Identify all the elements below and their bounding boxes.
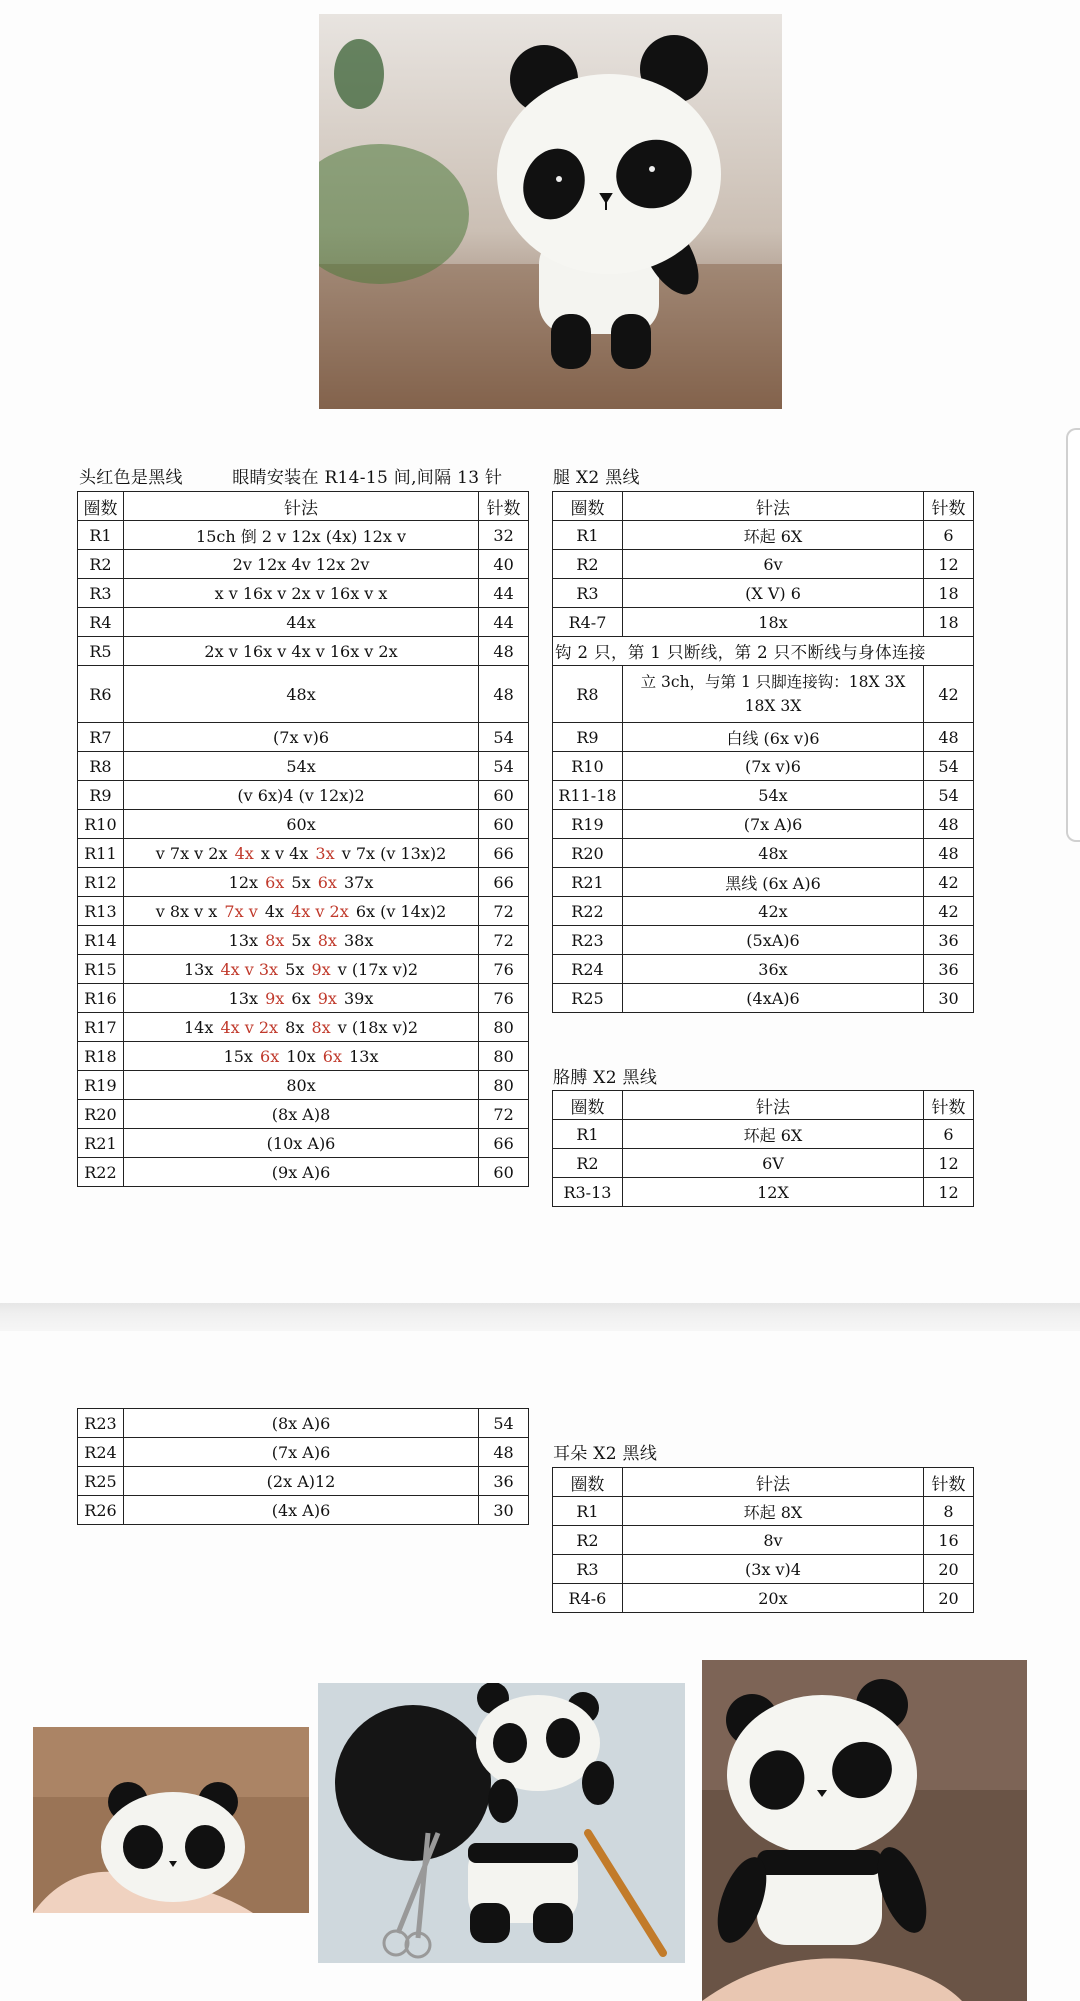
column-count: 针数 <box>924 1091 974 1120</box>
table-row <box>553 926 974 955</box>
table-row <box>553 1120 974 1149</box>
count-cell: 12 <box>924 550 974 579</box>
highlighted-stitch: 6x <box>260 1046 280 1066</box>
table-row <box>553 723 974 752</box>
stitch-text: 2v 12x 4v 12x 2v <box>232 554 370 574</box>
stitch-cell: (8x A)6 <box>123 1409 478 1438</box>
count-cell: 40 <box>479 550 529 579</box>
round-cell: R2 <box>78 550 124 579</box>
count-cell: 30 <box>479 1496 529 1525</box>
count-cell: 54 <box>924 781 974 810</box>
table-row <box>553 781 974 810</box>
count-cell: 42 <box>924 897 974 926</box>
count-cell: 80 <box>479 1042 529 1071</box>
round-cell: R7 <box>78 723 124 752</box>
table-row <box>553 955 974 984</box>
column-count: 针数 <box>924 1468 974 1497</box>
stitch-text: 4x <box>259 901 290 921</box>
stitch-text: v 8x v x <box>155 901 223 921</box>
round-cell: R21 <box>553 868 623 897</box>
table-row <box>553 521 974 550</box>
table-header-row <box>553 492 974 521</box>
table-row <box>553 1149 974 1178</box>
count-cell: 48 <box>924 810 974 839</box>
stitch-cell: 42x <box>622 897 923 926</box>
round-cell: R15 <box>78 955 124 984</box>
stitch-text: 37x <box>338 872 374 892</box>
count-cell: 60 <box>479 810 529 839</box>
highlighted-stitch: 4x v 2x <box>291 901 349 921</box>
table-row <box>78 1158 529 1187</box>
highlighted-stitch: 8x <box>317 930 337 950</box>
table-row <box>78 868 529 897</box>
count-cell: 30 <box>924 984 974 1013</box>
table-row <box>78 752 529 781</box>
highlighted-stitch: 3x <box>315 843 335 863</box>
ear-pattern-table <box>552 1467 974 1613</box>
stitch-cell: (X V) 6 <box>622 579 923 608</box>
stitch-text: 13x <box>183 959 219 979</box>
stitch-cell: 12X <box>622 1178 923 1207</box>
count-cell: 48 <box>479 1438 529 1467</box>
stitch-cell: 8v <box>622 1526 923 1555</box>
stitch-cell <box>123 666 478 723</box>
stitch-cell <box>123 781 478 810</box>
round-cell: R3-13 <box>553 1178 623 1207</box>
stitch-cell: 环起 6X <box>622 1120 923 1149</box>
table-row <box>553 666 974 723</box>
table-row <box>553 1497 974 1526</box>
round-cell: R24 <box>78 1438 124 1467</box>
column-stitch: 针法 <box>622 1468 923 1497</box>
stitch-cell: 6V <box>622 1149 923 1178</box>
round-cell: R1 <box>553 1120 623 1149</box>
table-row <box>553 984 974 1013</box>
count-cell: 80 <box>479 1071 529 1100</box>
stitch-cell: 54x <box>622 781 923 810</box>
panda-held-photo <box>702 1660 1027 2001</box>
round-cell: R2 <box>553 1526 623 1555</box>
count-cell: 54 <box>479 723 529 752</box>
count-cell: 12 <box>924 1149 974 1178</box>
stitch-text: (8x A)8 <box>271 1104 331 1124</box>
count-cell: 18 <box>924 579 974 608</box>
table-row <box>78 1438 529 1467</box>
stitch-text: 80x <box>286 1075 316 1095</box>
stitch-text: 60x <box>286 814 316 834</box>
eye-placement-note: 眼睛安装在 R14-15 间,间隔 13 针 <box>232 468 503 488</box>
table-row <box>78 1013 529 1042</box>
stitch-text: 5x <box>286 930 316 950</box>
head-pattern-table <box>77 491 529 1187</box>
table-row <box>553 810 974 839</box>
stitch-text: 13x <box>344 1046 379 1066</box>
leg-pattern-table <box>552 491 974 1013</box>
stitch-text: 2x v 16x v 4x v 16x v 2x <box>204 641 398 661</box>
stitch-cell: (2x A)12 <box>123 1467 478 1496</box>
table-header-row <box>78 492 529 521</box>
count-cell: 36 <box>479 1467 529 1496</box>
stitch-text: v (17x v)2 <box>332 959 419 979</box>
stitch-cell <box>123 897 478 926</box>
table-row <box>78 1100 529 1129</box>
stitch-text: 5x <box>286 872 316 892</box>
stitch-cell <box>123 839 478 868</box>
stitch-cell <box>123 810 478 839</box>
stitch-cell <box>123 521 478 550</box>
round-cell: R20 <box>553 839 623 868</box>
round-cell: R24 <box>553 955 623 984</box>
round-cell: R8 <box>78 752 124 781</box>
stitch-cell <box>123 984 478 1013</box>
table-row <box>553 550 974 579</box>
table-row <box>78 579 529 608</box>
round-cell: R3 <box>553 579 623 608</box>
head-pattern-table-continued <box>77 1408 529 1525</box>
round-cell: R10 <box>553 752 623 781</box>
round-cell: R19 <box>553 810 623 839</box>
table-row <box>78 810 529 839</box>
table-row <box>553 752 974 781</box>
stitch-cell <box>123 926 478 955</box>
count-cell: 36 <box>924 926 974 955</box>
stitch-text: x v 16x v 2x v 16x v x <box>214 583 388 603</box>
stitch-text: v 7x v 2x <box>155 843 233 863</box>
highlighted-stitch: 4x v 3x <box>220 959 279 979</box>
column-stitch: 针法 <box>123 492 478 521</box>
round-cell: R10 <box>78 810 124 839</box>
stitch-cell: 黑线 (6x A)6 <box>622 868 923 897</box>
table-row <box>78 1467 529 1496</box>
count-cell: 32 <box>479 521 529 550</box>
stitch-cell <box>123 550 478 579</box>
stitch-text: 10x <box>281 1046 321 1066</box>
highlighted-stitch: 9x <box>311 959 331 979</box>
stitch-cell <box>123 1071 478 1100</box>
stitch-cell <box>123 1100 478 1129</box>
stitch-text: 5x <box>280 959 310 979</box>
column-round: 圈数 <box>78 492 124 521</box>
panda-head-photo <box>33 1727 309 1913</box>
panda-doll-photo <box>319 14 782 409</box>
stitch-text: (10x A)6 <box>266 1133 336 1153</box>
round-cell: R25 <box>78 1467 124 1496</box>
column-count: 针数 <box>479 492 529 521</box>
stitch-cell: 环起 6X <box>622 521 923 550</box>
table-row <box>78 608 529 637</box>
round-cell: R6 <box>78 666 124 723</box>
highlighted-stitch: 8x <box>265 930 285 950</box>
table-header-row <box>553 1091 974 1120</box>
head-color-note: 头红色是黑线 <box>79 468 183 488</box>
stitch-cell <box>123 637 478 666</box>
stitch-cell <box>123 868 478 897</box>
stitch-cell: (7x v)6 <box>622 752 923 781</box>
stitch-cell <box>123 955 478 984</box>
table-row <box>78 1129 529 1158</box>
stitch-cell <box>123 608 478 637</box>
table-header-row <box>553 1468 974 1497</box>
round-cell: R21 <box>78 1129 124 1158</box>
table-row <box>78 723 529 752</box>
leg-join-note: 钩 2 只，第 1 只断线，第 2 只不断线与身体连接 <box>553 637 974 666</box>
round-cell: R5 <box>78 637 124 666</box>
stitch-cell: 环起 8X <box>622 1497 923 1526</box>
stitch-cell: 36x <box>622 955 923 984</box>
stitch-text: (7x v)6 <box>273 727 330 747</box>
stitch-text: 14x <box>183 1017 219 1037</box>
round-cell: R11-18 <box>553 781 623 810</box>
round-cell: R8 <box>553 666 623 723</box>
column-stitch: 针法 <box>622 1091 923 1120</box>
stitch-text: 54x <box>286 756 316 776</box>
round-cell: R1 <box>553 521 623 550</box>
count-cell: 54 <box>479 1409 529 1438</box>
table-row <box>553 579 974 608</box>
stitch-cell: 18x <box>622 608 923 637</box>
highlighted-stitch: 6x <box>317 872 337 892</box>
round-cell: R16 <box>78 984 124 1013</box>
count-cell: 48 <box>924 723 974 752</box>
table-row <box>553 637 974 666</box>
table-row <box>553 897 974 926</box>
stitch-cell: (7x A)6 <box>123 1438 478 1467</box>
page-separator <box>0 1303 1080 1331</box>
stitch-text: 13x <box>228 988 264 1008</box>
count-cell: 16 <box>924 1526 974 1555</box>
count-cell: 66 <box>479 1129 529 1158</box>
arm-pattern-table <box>552 1090 974 1207</box>
stitch-text: 48x <box>286 684 316 704</box>
round-cell: R3 <box>553 1555 623 1584</box>
count-cell: 44 <box>479 579 529 608</box>
table-row <box>553 839 974 868</box>
round-cell: R19 <box>78 1071 124 1100</box>
round-cell: R22 <box>78 1158 124 1187</box>
stitch-cell <box>123 723 478 752</box>
highlighted-stitch: 6x <box>265 872 285 892</box>
stitch-text: 44x <box>286 612 316 632</box>
highlighted-stitch: 4x <box>234 843 254 863</box>
count-cell: 66 <box>479 868 529 897</box>
table-row <box>78 521 529 550</box>
stitch-text: 15x <box>223 1046 259 1066</box>
round-cell: R9 <box>78 781 124 810</box>
count-cell: 54 <box>479 752 529 781</box>
count-cell: 6 <box>924 1120 974 1149</box>
count-cell: 48 <box>479 666 529 723</box>
round-cell: R18 <box>78 1042 124 1071</box>
table-row <box>78 984 529 1013</box>
round-cell: R26 <box>78 1496 124 1525</box>
round-cell: R23 <box>553 926 623 955</box>
count-cell: 20 <box>924 1555 974 1584</box>
stitch-text: 39x <box>338 988 374 1008</box>
column-count: 针数 <box>924 492 974 521</box>
highlighted-stitch: 8x <box>311 1017 331 1037</box>
stitch-text: 13x <box>228 930 264 950</box>
round-cell: R13 <box>78 897 124 926</box>
stitch-cell: 立 3ch，与第 1 只脚连接钩：18X 3X 18X 3X <box>622 666 923 723</box>
stitch-cell <box>123 579 478 608</box>
stitch-text: 6x <box>286 988 316 1008</box>
count-cell: 48 <box>479 637 529 666</box>
table-row <box>553 1555 974 1584</box>
round-cell: R11 <box>78 839 124 868</box>
count-cell: 18 <box>924 608 974 637</box>
stitch-text: v 7x (v 13x)2 <box>336 843 447 863</box>
table-row <box>78 550 529 579</box>
round-cell: R23 <box>78 1409 124 1438</box>
count-cell: 12 <box>924 1178 974 1207</box>
stitch-cell: 白线 (6x v)6 <box>622 723 923 752</box>
count-cell: 66 <box>479 839 529 868</box>
ear-section-title: 耳朵 X2 黑线 <box>553 1444 658 1464</box>
count-cell: 42 <box>924 666 974 723</box>
count-cell: 42 <box>924 868 974 897</box>
stitch-cell: (3x v)4 <box>622 1555 923 1584</box>
stitch-cell <box>123 1158 478 1187</box>
count-cell: 60 <box>479 1158 529 1187</box>
count-cell: 6 <box>924 521 974 550</box>
table-row <box>78 1496 529 1525</box>
stitch-cell: (4xA)6 <box>622 984 923 1013</box>
table-row <box>78 926 529 955</box>
stitch-text: (9x A)6 <box>271 1162 331 1182</box>
count-cell: 80 <box>479 1013 529 1042</box>
table-row <box>78 637 529 666</box>
stitch-text: x v 4x <box>255 843 314 863</box>
stitch-cell: (4x A)6 <box>123 1496 478 1525</box>
count-cell: 44 <box>479 608 529 637</box>
table-row <box>553 1526 974 1555</box>
round-cell: R4-7 <box>553 608 623 637</box>
table-row <box>78 666 529 723</box>
stitch-text: (v 6x)4 (v 12x)2 <box>237 785 365 805</box>
table-row <box>78 1409 529 1438</box>
stitch-cell: 20x <box>622 1584 923 1613</box>
stitch-cell <box>123 752 478 781</box>
count-cell: 72 <box>479 926 529 955</box>
head-section-title <box>79 463 502 488</box>
table-row <box>553 608 974 637</box>
highlighted-stitch: 6x <box>322 1046 342 1066</box>
table-row <box>78 1071 529 1100</box>
stitch-text: 8x <box>280 1017 310 1037</box>
highlighted-stitch: 9x <box>265 988 285 1008</box>
stitch-cell: (7x A)6 <box>622 810 923 839</box>
count-cell: 72 <box>479 897 529 926</box>
stitch-text: 12x <box>228 872 264 892</box>
count-cell: 36 <box>924 955 974 984</box>
stitch-cell <box>123 1013 478 1042</box>
round-cell: R1 <box>553 1497 623 1526</box>
scroll-handle[interactable] <box>1066 428 1080 842</box>
stitch-cell: 6v <box>622 550 923 579</box>
table-row <box>78 839 529 868</box>
round-cell: R25 <box>553 984 623 1013</box>
stitch-text: 15ch 倒 2 v 12x (4x) 12x v <box>196 526 406 546</box>
round-cell: R12 <box>78 868 124 897</box>
round-cell: R4-6 <box>553 1584 623 1613</box>
round-cell: R2 <box>553 1149 623 1178</box>
leg-section-title: 腿 X2 黑线 <box>553 468 640 488</box>
stitch-cell <box>123 1042 478 1071</box>
column-round: 圈数 <box>553 1091 623 1120</box>
column-round: 圈数 <box>553 492 623 521</box>
table-row <box>78 897 529 926</box>
highlighted-stitch: 7x v <box>224 901 258 921</box>
table-row <box>553 868 974 897</box>
count-cell: 8 <box>924 1497 974 1526</box>
table-row <box>78 781 529 810</box>
stitch-cell: 48x <box>622 839 923 868</box>
stitch-cell <box>123 1129 478 1158</box>
count-cell: 76 <box>479 955 529 984</box>
stitch-text: v (18x v)2 <box>332 1017 419 1037</box>
round-cell: R4 <box>78 608 124 637</box>
highlighted-stitch: 4x v 2x <box>220 1017 279 1037</box>
count-cell: 60 <box>479 781 529 810</box>
round-cell: R9 <box>553 723 623 752</box>
panda-parts-photo <box>318 1683 685 1963</box>
table-row <box>78 955 529 984</box>
round-cell: R1 <box>78 521 124 550</box>
round-cell: R20 <box>78 1100 124 1129</box>
round-cell: R14 <box>78 926 124 955</box>
count-cell: 72 <box>479 1100 529 1129</box>
count-cell: 54 <box>924 752 974 781</box>
stitch-text: 6x (v 14x)2 <box>350 901 447 921</box>
table-row <box>553 1584 974 1613</box>
stitch-cell: (5xA)6 <box>622 926 923 955</box>
round-cell: R17 <box>78 1013 124 1042</box>
count-cell: 20 <box>924 1584 974 1613</box>
round-cell: R22 <box>553 897 623 926</box>
count-cell: 48 <box>924 839 974 868</box>
stitch-text: 38x <box>338 930 374 950</box>
column-stitch: 针法 <box>622 492 923 521</box>
count-cell: 76 <box>479 984 529 1013</box>
highlighted-stitch: 9x <box>317 988 337 1008</box>
round-cell: R2 <box>553 550 623 579</box>
table-row <box>553 1178 974 1207</box>
table-row <box>78 1042 529 1071</box>
round-cell: R3 <box>78 579 124 608</box>
arm-section-title: 胳膊 X2 黑线 <box>553 1068 658 1088</box>
column-round: 圈数 <box>553 1468 623 1497</box>
